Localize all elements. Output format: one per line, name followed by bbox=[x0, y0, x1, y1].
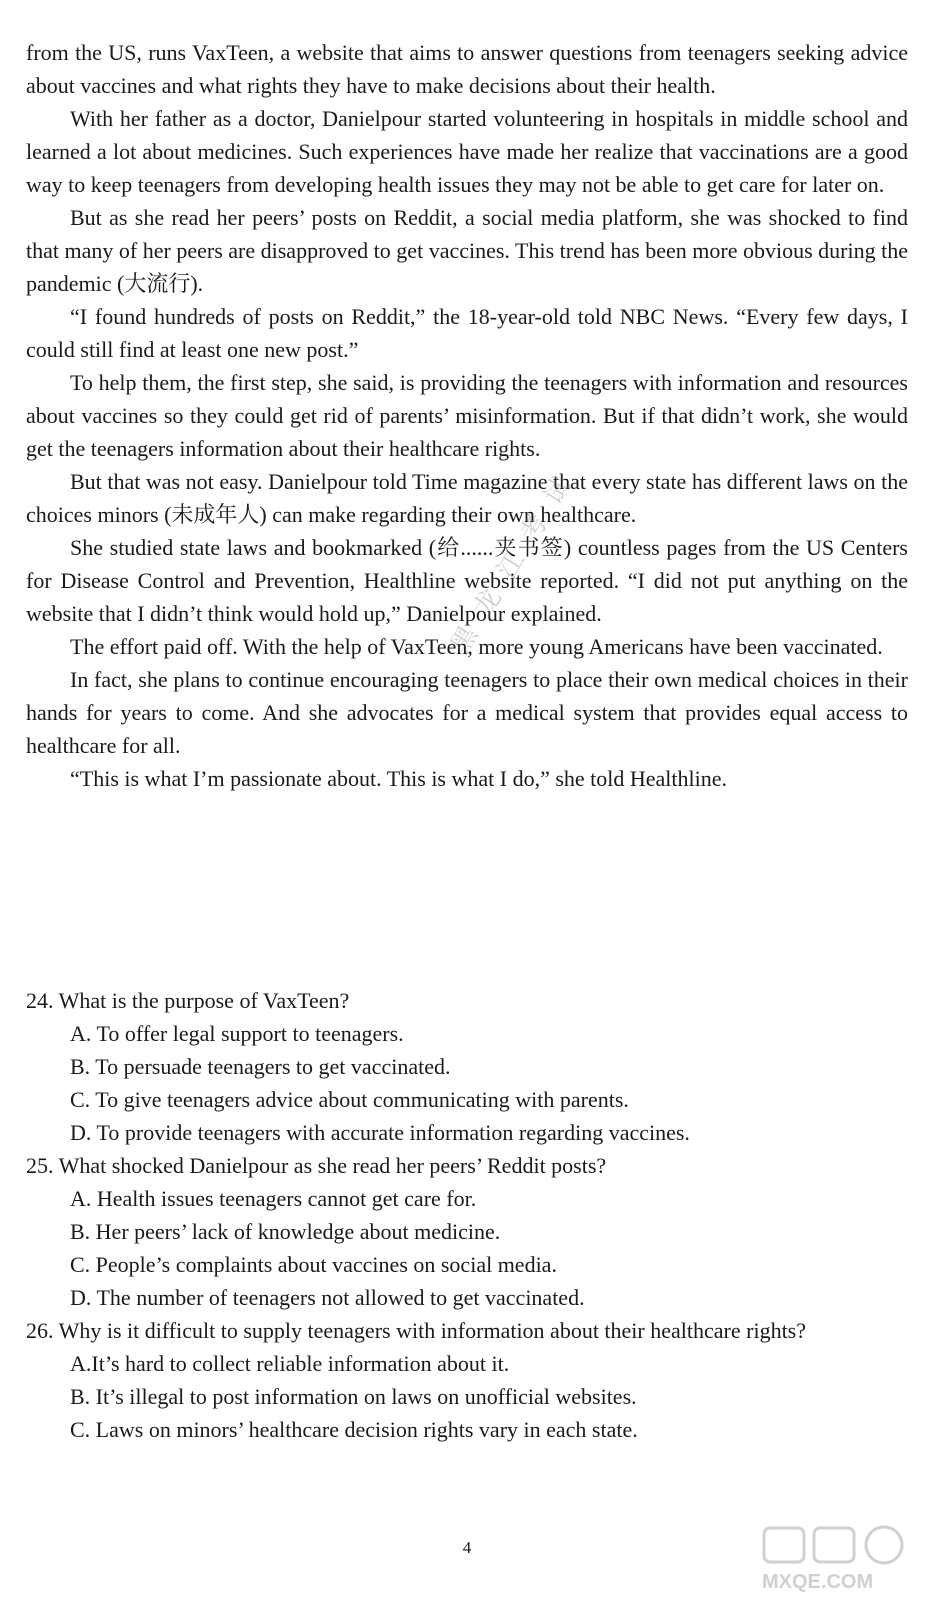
passage-paragraph: To help them, the first step, she said, is providing the teenagers with information and resources about vaccines so they could get rid of parents’ misinformation. But if that didn’t work, she would get the teenagers information about their healthcare rights. bbox=[26, 370, 908, 461]
answer-option: B. Her peers’ lack of knowledge about medicine. bbox=[70, 1219, 501, 1244]
question-24 bbox=[26, 984, 908, 1149]
answer-option: C. Laws on minors’ healthcare decision rights vary in each state. bbox=[70, 1417, 638, 1442]
passage-paragraph: The effort paid off. With the help of VaxTeen, more young Americans have been vaccinated. bbox=[70, 634, 883, 659]
question-25 bbox=[26, 1149, 908, 1314]
answer-option: B. It’s illegal to post information on laws on unofficial websites. bbox=[70, 1384, 637, 1409]
question-stem: 26. Why is it difficult to supply teenagers with information about their healthcare rights? bbox=[26, 1318, 807, 1343]
site-logo-watermark bbox=[756, 1524, 926, 1596]
answer-option: A.It’s hard to collect reliable information about it. bbox=[70, 1351, 510, 1376]
passage-paragraph: With her father as a doctor, Danielpour started volunteering in hospitals in middle school and learned a lot about medicines. Such experiences have made her realize that vaccinations are a good way to keep teenagers from developing health issues they may not be able to get care for later on. bbox=[26, 106, 908, 197]
question-list bbox=[26, 984, 908, 1446]
answer-option: D. The number of teenagers not allowed to get vaccinated. bbox=[70, 1285, 585, 1310]
logo-text: MXQE.COM bbox=[762, 1571, 874, 1593]
watermark: 黑龙江考试 bbox=[445, 456, 587, 659]
question-stem: 25. What shocked Danielpour as she read her peers’ Reddit posts? bbox=[26, 1153, 607, 1178]
answer-option: A. Health issues teenagers cannot get care for. bbox=[70, 1186, 477, 1211]
passage-paragraph: “This is what I’m passionate about. This is what I do,” she told Healthline. bbox=[70, 766, 728, 791]
question-stem: 24. What is the purpose of VaxTeen? bbox=[26, 988, 350, 1013]
answer-option: C. To give teenagers advice about communicating with parents. bbox=[70, 1087, 629, 1112]
passage-paragraph: In fact, she plans to continue encouraging teenagers to place their own medical choices in their hands for years to come. And she advocates for a medical system that provides equal access to healthcare for all. bbox=[26, 667, 908, 758]
page-number: 4 bbox=[462, 1538, 472, 1557]
answer-option: C. People’s complaints about vaccines on social media. bbox=[70, 1252, 557, 1277]
logo-graphic bbox=[756, 1524, 926, 1596]
answer-option: A. To offer legal support to teenagers. bbox=[70, 1021, 404, 1046]
answer-option: B. To persuade teenagers to get vaccinated. bbox=[70, 1054, 451, 1079]
question-26 bbox=[26, 1314, 908, 1446]
answer-option: D. To provide teenagers with accurate information regarding vaccines. bbox=[70, 1120, 690, 1145]
passage-paragraph: But as she read her peers’ posts on Reddit, a social media platform, she was shocked to find that many of her peers are disapproved to get vaccines. This trend has been more obvious during the pandemic (大流行). bbox=[26, 205, 908, 296]
passage-paragraph: from the US, runs VaxTeen, a website that aims to answer questions from teenagers seeking advice about vaccines and what rights they have to make decisions about their health. bbox=[26, 40, 908, 98]
reading-passage bbox=[26, 36, 908, 795]
passage-paragraph: She studied state laws and bookmarked (给......夹书签) countless pages from the US Centers for Disease Control and Prevention, Healthline website reported. “I did not put anything on the website that I didn’t think would hold up,” Danielpour explained. bbox=[26, 535, 908, 626]
passage-paragraph: But that was not easy. Danielpour told Time magazine that every state has different laws on the choices minors (未成年人) can make regarding their own healthcare. bbox=[26, 469, 908, 527]
passage-paragraph: “I found hundreds of posts on Reddit,” the 18-year-old told NBC News. “Every few days, I could still find at least one new post.” bbox=[26, 304, 908, 362]
